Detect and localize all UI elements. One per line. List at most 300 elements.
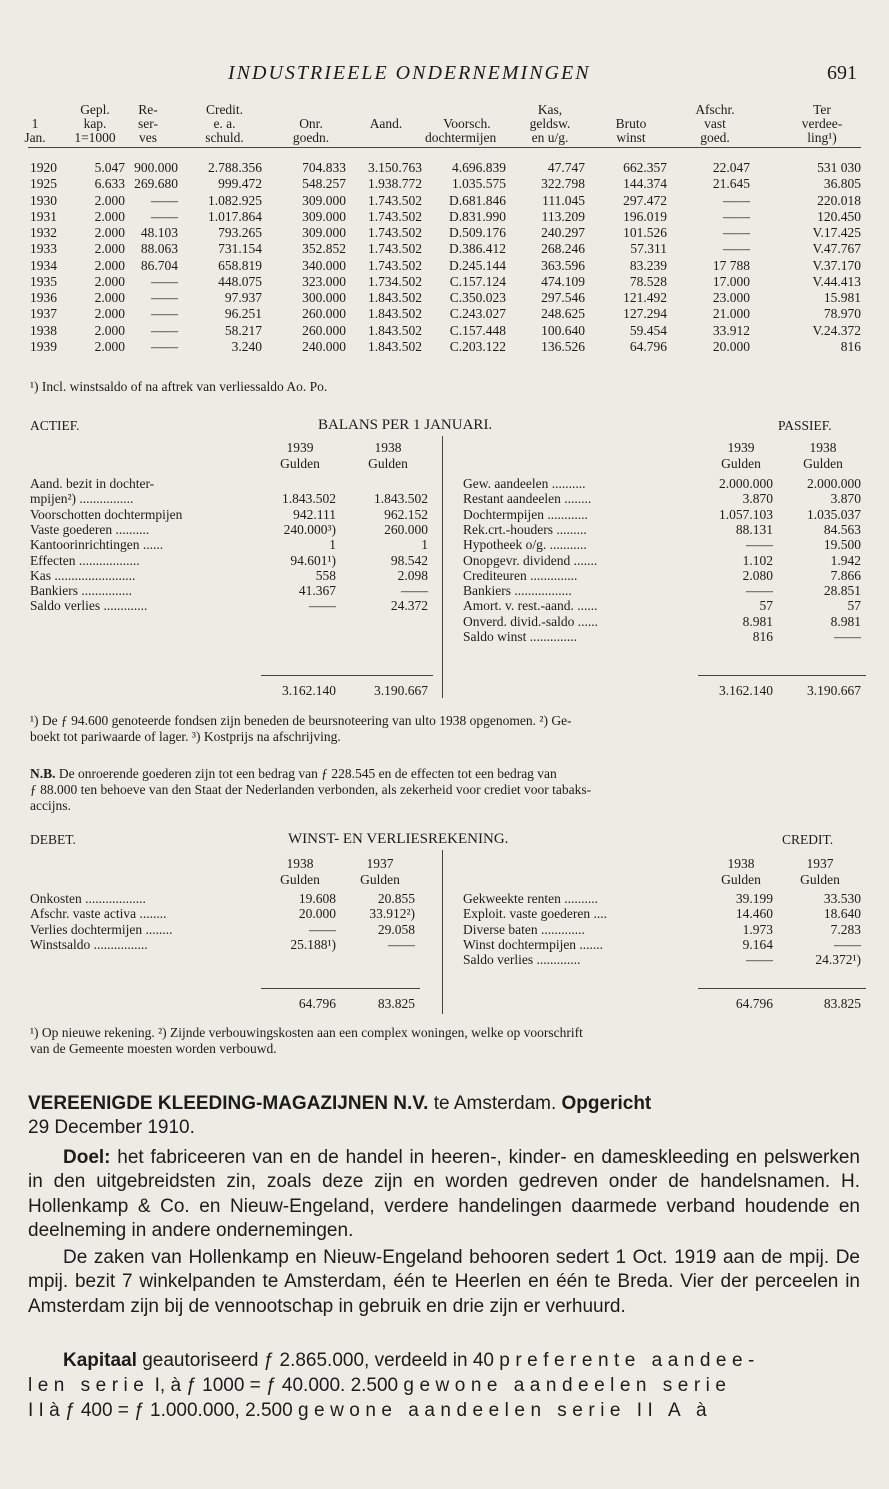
pl-right-label: Exploit. vaste goederen .... (463, 906, 607, 922)
balance-right-val-2: 8.981 (830, 613, 861, 629)
balance-right-label: Bankiers ................. (463, 583, 572, 599)
balance-right-val-2: 7.866 (830, 567, 861, 583)
stats-cell: —— (723, 241, 750, 257)
stats-header-cell: geldsw. (529, 116, 571, 131)
stats-cell: 86.704 (140, 257, 178, 273)
balance-right-val-1: —— (746, 583, 773, 599)
stats-cell: —— (151, 273, 178, 289)
doel-text: het fabriceeren van en de handel in heeren-, kinder- en dameskleeding en pelswerken in den uitgebreidsten zin, zoals deze zijn en worden gedreven onder de handelsnamen. H. Hollenkamp & Co. en Nieuw-Engeland, verdere handelingen daarmede verband houdende en deelneming in andere ondernemingen. (28, 1147, 860, 1242)
balance-left-val-1: 942.111 (293, 506, 336, 522)
balance-year-1: 1939 (727, 440, 755, 455)
balance-left-label: Kantoorinrichtingen ...... (30, 537, 164, 553)
balance-left-val-1: 94.601¹) (290, 552, 336, 568)
balance-left-val-1: 1.843.502 (282, 491, 336, 507)
stats-year: 1925 (30, 176, 57, 192)
balance-right-val-2: 1.035.037 (807, 506, 861, 522)
stats-cell: —— (151, 192, 178, 208)
stats-cell: 88.063 (140, 241, 178, 257)
pl-year-2: 1937 (806, 856, 834, 871)
pl-left-val-1: 25.188¹) (290, 936, 336, 952)
pl-total-rule-right (698, 988, 866, 989)
pl-year-1: 1938 (727, 856, 755, 871)
pl-divider (442, 850, 443, 1014)
stats-cell: 731.154 (218, 241, 262, 257)
stats-header-cell: schuld. (205, 130, 244, 145)
opgericht-date: 29 December 1910. (28, 1117, 195, 1139)
pl-title: WINST- EN VERLIESREKENING. (288, 831, 509, 847)
stats-cell: 363.596 (541, 257, 585, 273)
stats-cell: 240.297 (541, 225, 585, 240)
stats-cell: V.44.413 (812, 273, 861, 289)
stats-cell: 58.217 (224, 322, 262, 338)
pl-right-val-2: 33.530 (823, 891, 861, 906)
stats-header-cell: kap. (83, 116, 107, 131)
stats-cell: 2.000 (94, 322, 125, 338)
stats-cell: 2.000 (94, 290, 125, 305)
balance-title: BALANS PER 1 JANUARI. (318, 417, 493, 433)
balance-right-val-2: 57 (847, 598, 861, 614)
pl-unit-2: Gulden (360, 872, 400, 887)
stats-header-cell: ves (139, 130, 157, 145)
stats-cell: 340.000 (302, 257, 346, 273)
kapitaal-line-2 (28, 1374, 860, 1398)
stats-cell: D.831.990 (449, 208, 506, 224)
pl-right-val-1: 39.199 (735, 891, 773, 906)
stats-cell: 704.833 (302, 160, 346, 175)
stats-cell: 2.000 (94, 192, 125, 208)
balance-left-val-2: 260.000 (384, 521, 428, 537)
balance-right-val-1: 88.131 (735, 521, 773, 537)
stats-cell: 260.000 (302, 306, 346, 322)
balance-left-label: Aand. bezit in dochter- (30, 476, 155, 491)
pl-left-total-1: 64.796 (298, 996, 336, 1011)
balance-total-rule-left (261, 675, 433, 676)
kapitaal-label: Kapitaal (63, 1350, 137, 1371)
stats-cell: 17 788 (712, 257, 750, 273)
stats-cell: 248.625 (541, 306, 585, 322)
balance-left-val-2: —— (401, 583, 428, 599)
stats-cell: 548.257 (302, 176, 346, 192)
pl-total-rule-left (261, 988, 420, 989)
balance-right-label: Crediteuren .............. (463, 567, 578, 583)
stats-header-cell: ling¹) (807, 130, 837, 145)
balance-right-label: Saldo winst .............. (463, 629, 578, 644)
pl-left-label: Afschr. vaste activa ........ (30, 906, 167, 922)
stats-cell: 57.311 (630, 241, 667, 257)
stats-cell: 1.843.502 (368, 290, 422, 305)
pl-left-total-2: 83.825 (377, 996, 415, 1011)
pl-right-val-2: 7.283 (830, 921, 861, 937)
stats-cell: 793.265 (218, 225, 262, 240)
stats-cell: D.509.176 (449, 225, 506, 240)
nb-line-2: ƒ 88.000 ten behoeve van den Staat der Nederlanden verbonden, als zekerheid voor crediet voor tabaks- (30, 782, 592, 797)
stats-cell: —— (151, 208, 178, 224)
dochtermijen-label: dochtermijen (425, 130, 497, 145)
balance-footnote-1: ¹) De ƒ 94.600 genoteerde fondsen zijn beneden de beursnoteering van ulto 1938 opgenomen. ²) Ge- (30, 713, 572, 728)
stats-year: 1933 (30, 241, 57, 257)
stats-year: 1934 (30, 257, 57, 273)
stats-cell: 309.000 (302, 192, 346, 208)
stats-cell: 297.546 (541, 290, 585, 305)
stats-cell: 78.528 (629, 273, 667, 289)
balance-left-label: Saldo verlies ............. (30, 598, 148, 614)
kapitaal-text-5: gewone aandeelen serie (403, 1375, 732, 1396)
stats-header-cell: 1=1000 (74, 130, 116, 145)
balance-unit-1: Gulden (280, 456, 320, 471)
stats-cell: 83.239 (629, 257, 667, 273)
stats-cell: V.24.372 (812, 322, 861, 338)
stats-cell: C.157.124 (449, 273, 506, 289)
company-location: te Amsterdam. (428, 1093, 562, 1114)
balance-left-label: Vaste goederen .......... (30, 521, 150, 537)
stats-cell: D.386.412 (449, 241, 506, 257)
stats-cell: 113.209 (541, 208, 585, 224)
stats-cell: 36.805 (823, 176, 861, 192)
balance-left-label: mpijen²) ................ (30, 491, 134, 507)
stats-cell: 1.743.502 (368, 192, 422, 208)
kapitaal-text-8: gewone aandeelen serie II A à (297, 1400, 713, 1421)
stats-header-cell: Afschr. (695, 102, 735, 117)
stats-cell: 269.680 (134, 176, 178, 192)
balance-year-2: 1938 (374, 440, 402, 455)
stats-year: 1938 (30, 322, 57, 338)
balance-right-label: Gew. aandeelen .......... (463, 476, 586, 491)
stats-cell: 999.472 (218, 176, 262, 192)
stats-header-cell: Jan. (24, 130, 46, 145)
balance-unit-2: Gulden (803, 456, 843, 471)
kapitaal-text-3: len serie (28, 1375, 150, 1396)
stats-cell: 1.743.502 (368, 257, 422, 273)
stats-cell: 323.000 (302, 273, 346, 289)
stats-cell: 64.796 (629, 338, 667, 354)
credit-heading: CREDIT. (782, 832, 834, 847)
stats-cell: 17.000 (712, 273, 750, 289)
balance-right-val-2: 28.851 (823, 583, 861, 599)
balance-right-val-1: 3.870 (742, 491, 773, 507)
balance-right-val-2: 19.500 (823, 537, 861, 553)
stats-cell: V.17.425 (812, 225, 861, 240)
stats-cell: 47.747 (547, 160, 585, 175)
balance-right-total-2: 3.190.667 (807, 683, 861, 698)
balance-left-val-2: 1 (421, 537, 428, 553)
pl-right-label: Gekweekte renten .......... (463, 891, 598, 906)
pl-right-val-2: 24.372¹) (815, 952, 861, 968)
pl-left-val-2: 33.912²) (369, 906, 415, 922)
pl-right-val-1: 14.460 (735, 906, 773, 922)
stats-header-cell: Re- (138, 102, 158, 117)
stats-header-cell: e. a. (213, 116, 236, 131)
pl-left-label: Verlies dochtermijen ........ (30, 921, 173, 937)
balance-right-label: Hypotheek o/g. ........... (463, 537, 587, 553)
stats-cell: 352.852 (302, 241, 346, 257)
balance-left-label: Kas ........................ (30, 567, 136, 583)
balance-year-2: 1938 (809, 440, 837, 455)
stats-cell: 2.000 (94, 306, 125, 322)
stats-year: 1935 (30, 273, 57, 289)
balance-right-val-2: 2.000.000 (807, 476, 861, 491)
stats-cell: 100.640 (541, 322, 585, 338)
stats-cell: 136.526 (541, 338, 585, 354)
balance-right-label: Rek.crt.-houders ......... (463, 521, 587, 537)
kapitaal-text-1: geautoriseerd ƒ 2.865.000, verdeeld in 40 (136, 1350, 500, 1371)
stats-cell: 309.000 (302, 225, 346, 240)
balance-footnote-2: boekt tot pariwaarde of lager. ³) Kostprijs na afschrijving. (30, 729, 341, 744)
balance-right-val-2: 1.942 (830, 552, 861, 568)
pl-left-val-1: 20.000 (298, 906, 336, 922)
stats-header-cell: 1 (31, 116, 39, 131)
stats-cell: —— (723, 192, 750, 208)
nb-line-1: N.B. De onroerende goederen zijn tot een bedrag van ƒ 228.545 en de effecten tot een bedrag van (30, 766, 557, 781)
company-name: VEREENIGDE KLEEDING-MAGAZIJNEN N.V. (28, 1093, 429, 1114)
opgericht-label: Opgericht (561, 1093, 652, 1114)
balance-right-total-1: 3.162.140 (719, 683, 773, 698)
stats-cell: 1.743.502 (368, 241, 422, 257)
balance-left-val-2: 1.843.502 (374, 491, 428, 507)
stats-header-cell: winst (616, 130, 646, 145)
stats-header-cell: goed. (700, 130, 730, 145)
balance-right-label: Onopgevr. dividend ....... (463, 552, 598, 568)
doel-paragraph (28, 1146, 860, 1244)
balance-left-label: Voorschotten dochtermpijen (30, 506, 183, 522)
stats-cell: 2.000 (94, 225, 125, 240)
stats-cell: 300.000 (302, 290, 346, 305)
pl-right-total-2: 83.825 (823, 996, 861, 1011)
stats-cell: 120.450 (817, 208, 861, 224)
para-2: De zaken van Hollenkamp en Nieuw-Engeland behooren sedert 1 Oct. 1919 aan de mpij. De mpij. bezit 7 winkelpanden te Amsterdam, één te Heerlen en één te Breda. Vier der perceelen in Amsterdam zijn bij de vennootschap in gebruik en drie zijn er verhuurd. (28, 1247, 860, 1317)
balance-right-val-1: 2.080 (742, 567, 773, 583)
stats-year: 1931 (30, 208, 57, 224)
stats-year: 1936 (30, 290, 57, 305)
stats-cell: 260.000 (302, 322, 346, 338)
stats-cell: 22.047 (712, 160, 750, 175)
pl-right-val-2: 18.640 (823, 906, 861, 922)
balance-right-label: Amort. v. rest.-aand. ...... (463, 598, 598, 614)
stats-header-cell: goedn. (292, 130, 330, 145)
balance-left-val-1: 240.000³) (283, 521, 336, 537)
stats-cell: 816 (840, 338, 861, 354)
pl-left-val-1: —— (309, 921, 336, 937)
stats-cell: 220.018 (817, 192, 861, 208)
balance-left-total-1: 3.162.140 (282, 683, 336, 698)
balance-year-1: 1939 (286, 440, 314, 455)
balance-unit-2: Gulden (368, 456, 408, 471)
balance-left-total-2: 3.190.667 (374, 683, 428, 698)
stats-year: 1930 (30, 192, 57, 208)
stats-cell: 21.645 (712, 176, 750, 192)
stats-cell: C.350.023 (449, 290, 506, 305)
stats-cell: 297.472 (623, 192, 667, 208)
stats-cell: —— (151, 322, 178, 338)
kapitaal-text-2: preferente aandee- (499, 1350, 760, 1371)
stats-cell: 2.000 (94, 257, 125, 273)
balance-total-rule-right (698, 675, 866, 676)
kapitaal-text-4: I, à ƒ 1000 = ƒ 40.000. 2.500 (149, 1375, 404, 1396)
debet-heading: DEBET. (30, 832, 76, 847)
stats-year: 1932 (30, 225, 57, 240)
stats-cell: 1.035.575 (452, 176, 506, 192)
stats-cell: 121.492 (623, 290, 667, 305)
stats-cell: 3.150.763 (368, 160, 422, 175)
pl-right-val-1: 1.973 (742, 921, 773, 937)
stats-cell: V.37.170 (812, 257, 861, 273)
pl-right-val-1: —— (746, 952, 773, 968)
stats-cell: D.681.846 (449, 192, 506, 208)
stats-footnote: ¹) Incl. winstsaldo of na aftrek van verliessaldo Ao. Po. (30, 379, 328, 394)
stats-cell: 20.000 (712, 338, 750, 354)
balance-left-val-2: 24.372 (390, 598, 428, 614)
balance-right-label: Restant aandeelen ........ (463, 491, 592, 507)
balance-right-val-2: 3.870 (830, 491, 861, 507)
balance-right-val-1: 8.981 (742, 613, 773, 629)
stats-cell: 48.103 (140, 225, 178, 240)
stats-cell: 1.843.502 (368, 322, 422, 338)
stats-cell: 1.843.502 (368, 306, 422, 322)
stats-cell: 5.047 (94, 160, 125, 175)
balance-left-val-2: 962.152 (384, 506, 428, 522)
stats-year: 1939 (30, 338, 57, 354)
stats-header-cell: Credit. (205, 102, 244, 117)
pl-left-label: Winstsaldo ................ (30, 936, 148, 952)
pl-left-val-2: 20.855 (377, 891, 415, 906)
stats-cell: 6.633 (94, 176, 125, 192)
stats-cell: 1.017.864 (208, 208, 262, 224)
stats-header-cell: Ter (813, 102, 831, 117)
stats-cell: 662.357 (623, 160, 667, 175)
stats-cell: —— (151, 290, 178, 305)
stats-cell: D.245.144 (449, 257, 506, 273)
stats-cell: 1.082.925 (208, 192, 262, 208)
pl-right-label: Diverse baten ............. (463, 921, 585, 937)
stats-cell: 1.843.502 (368, 338, 422, 354)
stats-year: 1920 (30, 160, 57, 175)
stats-header-cell: en u/g. (531, 130, 569, 145)
stats-cell: —— (151, 306, 178, 322)
pl-unit-1: Gulden (280, 872, 320, 887)
pl-left-label: Onkosten .................. (30, 891, 146, 906)
stats-header-cell: Gepl. (80, 102, 110, 117)
balance-right-val-2: —— (834, 629, 861, 644)
stats-cell: 15.981 (823, 290, 861, 305)
balance-unit-1: Gulden (721, 456, 761, 471)
kapitaal-text-6: I I (28, 1400, 44, 1421)
pl-left-val-2: 29.058 (377, 921, 415, 937)
pl-right-label: Winst dochtermpijen ....... (463, 936, 604, 952)
stats-cell: V.47.767 (812, 241, 861, 257)
stats-cell: 658.819 (218, 257, 262, 273)
pl-right-total-1: 64.796 (735, 996, 773, 1011)
company-heading (28, 1092, 860, 1141)
stats-year: 1937 (30, 306, 57, 322)
pl-left-val-2: —— (388, 936, 415, 952)
balance-left-val-2: 98.542 (390, 552, 428, 568)
stats-cell: 59.454 (629, 322, 667, 338)
balance-left-val-2: 2.098 (397, 567, 428, 583)
stats-header-cell: verdee- (801, 116, 843, 131)
balance-right-label: Dochtermpijen ............ (463, 506, 588, 522)
pl-right-label: Saldo verlies ............. (463, 952, 581, 968)
pl-footnote-1: ¹) Op nieuwe rekening. ²) Zijnde verbouwingskosten aan een complex woningen, welke op voorschrift (30, 1025, 583, 1040)
stats-cell: 196.019 (623, 208, 667, 224)
pl-year-2: 1937 (366, 856, 394, 871)
stats-header-cell: Kas, (537, 102, 563, 117)
nb-line-1-text: De onroerende goederen zijn tot een bedrag van ƒ 228.545 en de effecten tot een bedrag van (55, 766, 557, 781)
balance-right-val-2: 84.563 (823, 521, 861, 537)
stats-cell: —— (723, 225, 750, 240)
stats-cell: 268.246 (541, 241, 585, 257)
stats-cell: 4.696.839 (452, 160, 506, 175)
passief-heading: PASSIEF. (778, 418, 832, 433)
stats-cell: —— (151, 338, 178, 354)
stats-cell: 531 030 (817, 160, 861, 175)
stats-cell: 1.938.772 (368, 176, 422, 192)
stats-cell: 97.937 (224, 290, 262, 305)
balance-left-val-1: 1 (329, 537, 336, 553)
balance-right-val-1: 816 (752, 629, 773, 644)
stats-header-cell: Onr. (299, 116, 323, 131)
kapitaal-line-3 (28, 1399, 860, 1423)
balance-left-val-1: 558 (315, 567, 336, 583)
balance-right-label: Onverd. divid.-saldo ...... (463, 613, 598, 629)
stats-cell: 2.788.356 (208, 160, 262, 175)
actief-heading: ACTIEF. (30, 418, 80, 433)
stats-cell: 2.000 (94, 273, 125, 289)
stats-cell: 78.970 (823, 306, 861, 322)
stats-cell: 1.743.502 (368, 208, 422, 224)
balance-right-val-1: 1.057.103 (719, 506, 773, 522)
kapitaal-text-7: à ƒ 400 = ƒ 1.000.000, 2.500 (43, 1400, 298, 1421)
stats-header-cell: ser- (138, 116, 158, 131)
pl-unit-1: Gulden (721, 872, 761, 887)
pl-right-val-2: —— (834, 936, 861, 952)
stats-cell: 96.251 (224, 306, 262, 322)
balance-left-val-1: 41.367 (298, 583, 336, 599)
running-header: INDUSTRIEELE ONDERNEMINGEN (228, 62, 591, 84)
stats-cell: 21.000 (712, 306, 750, 322)
stats-header-cell: Bruto (615, 116, 647, 131)
balance-right-val-1: 1.102 (742, 552, 773, 568)
pl-year-1: 1938 (286, 856, 314, 871)
balance-divider (442, 436, 443, 698)
stats-cell: 33.912 (712, 322, 750, 338)
stats-cell: 2.000 (94, 241, 125, 257)
balance-left-label: Effecten .................. (30, 552, 140, 568)
stats-cell: 127.294 (623, 306, 667, 322)
doel-label: Doel: (63, 1147, 111, 1168)
stats-cell: 144.374 (623, 176, 667, 192)
balance-right-val-1: 2.000.000 (719, 476, 773, 491)
stats-header-cell: Aand. (369, 116, 403, 131)
stats-cell: 3.240 (231, 338, 262, 354)
pl-left-val-1: 19.608 (298, 891, 336, 906)
stats-cell: C.157.448 (449, 322, 506, 338)
stats-cell: C.243.027 (449, 306, 506, 322)
pl-right-val-1: 9.164 (742, 936, 773, 952)
stats-cell: 1.743.502 (368, 225, 422, 240)
nb-line-3: accijns. (30, 798, 71, 813)
page-number: 691 (827, 62, 857, 84)
pl-unit-2: Gulden (800, 872, 840, 887)
pl-footnote-2: van de Gemeente moesten worden verbouwd. (30, 1041, 277, 1056)
stats-cell: 240.000 (302, 338, 346, 354)
balance-left-val-1: —— (309, 598, 336, 614)
stats-cell: 111.045 (542, 192, 585, 208)
stats-cell: 474.109 (541, 273, 585, 289)
stats-cell: 1.734.502 (368, 273, 422, 289)
stats-cell: 2.000 (94, 208, 125, 224)
balance-right-val-1: —— (746, 537, 773, 553)
stats-header-cell: Voorsch. (443, 116, 491, 131)
stats-cell: 309.000 (302, 208, 346, 224)
